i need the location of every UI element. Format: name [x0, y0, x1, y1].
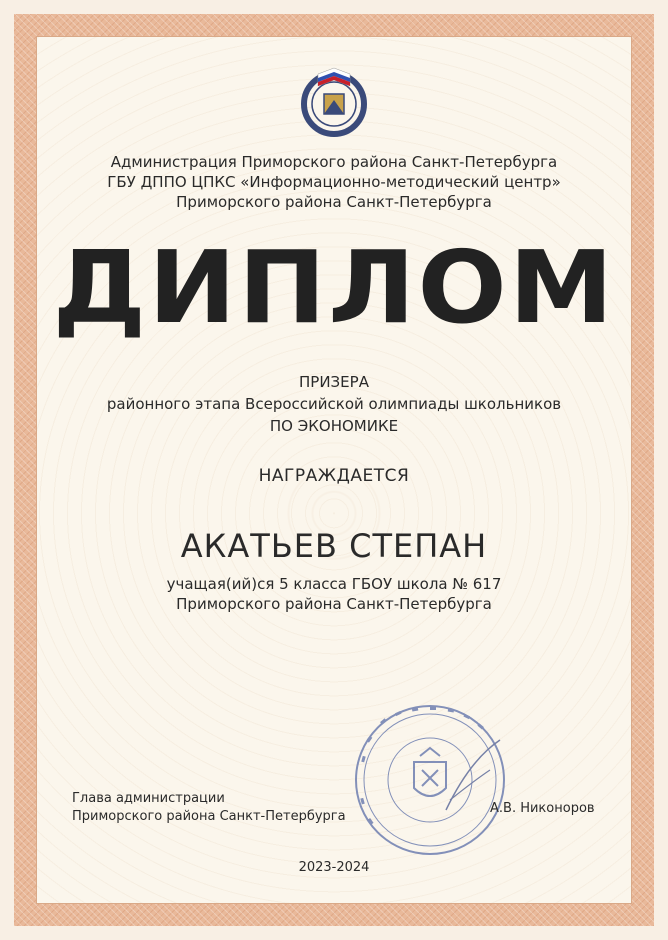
- recipient-name: АКАТЬЕВ СТЕПАН: [180, 527, 488, 565]
- recipient-school-line-1: учащая(ий)ся 5 класса ГБОУ школа № 617: [166, 575, 502, 593]
- awarded-label: НАГРАЖДАЕТСЯ: [258, 466, 410, 486]
- subtitle-line-2: районного этапа Всероссийской олимпиады школьников: [106, 395, 562, 413]
- official-seal-icon: [350, 700, 510, 860]
- recipient-school-line-2: Приморского района Санкт-Петербурга: [176, 595, 492, 613]
- subtitle-line-3: ПО ЭКОНОМИКЕ: [269, 417, 399, 435]
- olympiad-logo-icon: [294, 60, 374, 140]
- org-line-3: Приморского района Санкт-Петербурга: [176, 193, 492, 211]
- diploma-title: ДИПЛОМ: [52, 229, 616, 346]
- subtitle-line-1: ПРИЗЕРА: [299, 373, 369, 391]
- signer-position-line-1: Глава администрации: [72, 791, 225, 806]
- org-line-2: ГБУ ДППО ЦПКС «Информационно-методический центр»: [107, 173, 561, 191]
- signer-position-line-2: Приморского района Санкт-Петербурга: [72, 809, 346, 824]
- academic-year: 2023-2024: [298, 860, 370, 875]
- signer-name: А.В. Никоноров: [490, 801, 595, 816]
- org-line-1: Администрация Приморского района Санкт-Петербурга: [110, 153, 558, 171]
